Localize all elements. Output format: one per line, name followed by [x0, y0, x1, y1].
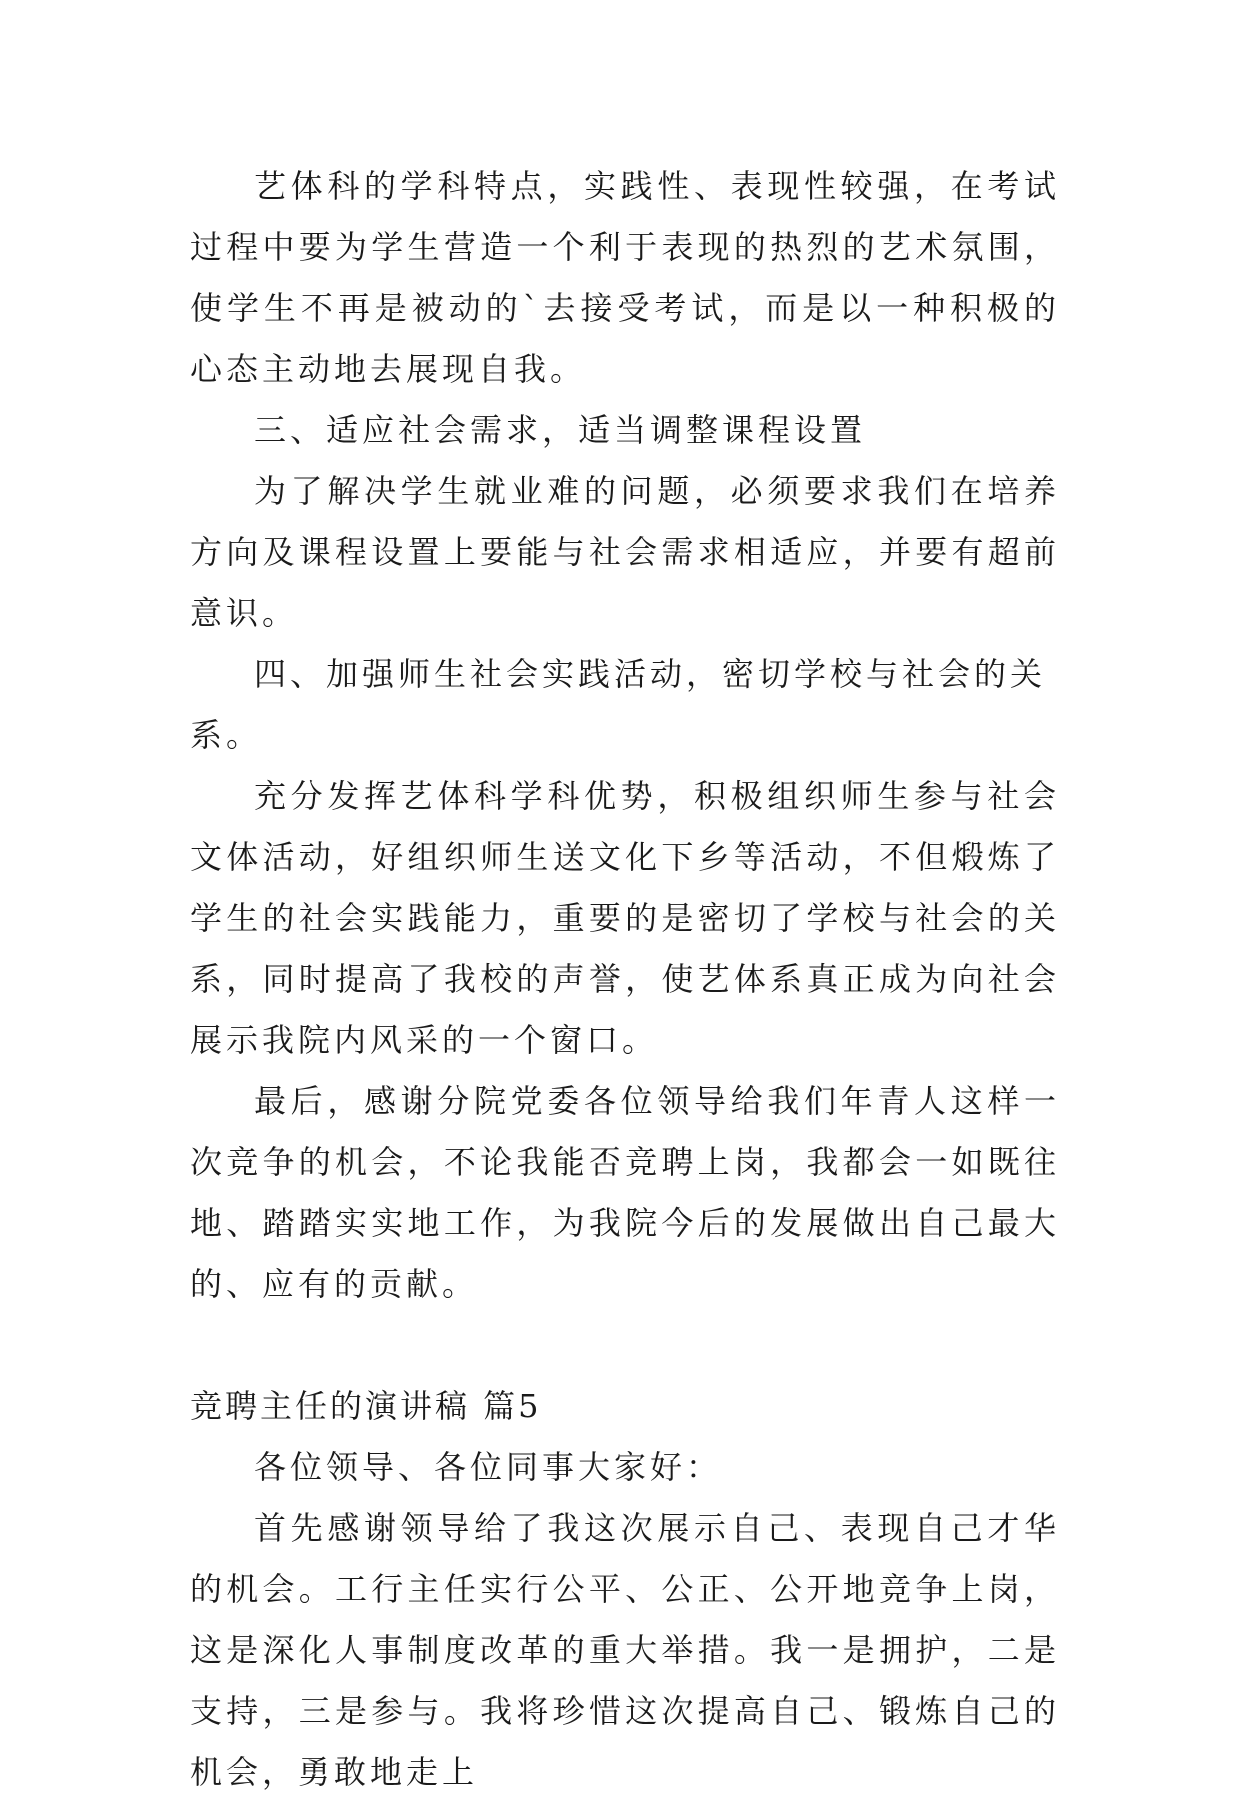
heading-social-practice: 四、加强师生社会实践活动，密切学校与社会的关系。 — [190, 655, 1047, 754]
document-body — [190, 156, 1060, 1803]
paragraph-opening-remarks: 首先感谢领导给了我这次展示自己、表现自己才华的机会。工行主任实行公平、公正、公开地竞争上岗，这是深化人事制度改革的重大举措。我一是拥护，二是支持，三是参与。我将珍惜这次提高自己、锻炼自己的机会，勇敢地走上 — [190, 1509, 1060, 1791]
greeting-line: 各位领导、各位同事大家好： — [254, 1448, 723, 1486]
paragraph-employment: 为了解决学生就业难的问题，必须要求我们在培养方向及课程设置上要能与社会需求相适应，并要有超前意识。 — [190, 472, 1060, 632]
section-title: 竞聘主任的演讲稿 篇5 — [190, 1387, 542, 1425]
paragraph-art-assessment: 艺体科的学科特点，实践性、表现性较强，在考试过程中要为学生营造一个利于表现的热烈的艺术氛围，使学生不再是被动的`去接受考试，而是以一种积极的心态主动地去展现自我。 — [190, 167, 1060, 388]
paragraph-closing-thanks: 最后，感谢分院党委各位领导给我们年青人这样一次竞争的机会，不论我能否竞聘上岗，我都会一如既往地、踏踏实实地工作，为我院今后的发展做出自己最大的、应有的贡献。 — [190, 1082, 1060, 1303]
paragraph-social-activities: 充分发挥艺体科学科优势，积极组织师生参与社会文体活动，好组织师生送文化下乡等活动，不但煅炼了学生的社会实践能力，重要的是密切了学校与社会的关系，同时提高了我校的声誉，使艺体系真正成为向社会展示我院内风采的一个窗口。 — [190, 777, 1060, 1059]
section-spacer — [190, 1315, 1060, 1376]
heading-curriculum-adjustment: 三、适应社会需求，适当调整课程设置 — [254, 411, 867, 449]
